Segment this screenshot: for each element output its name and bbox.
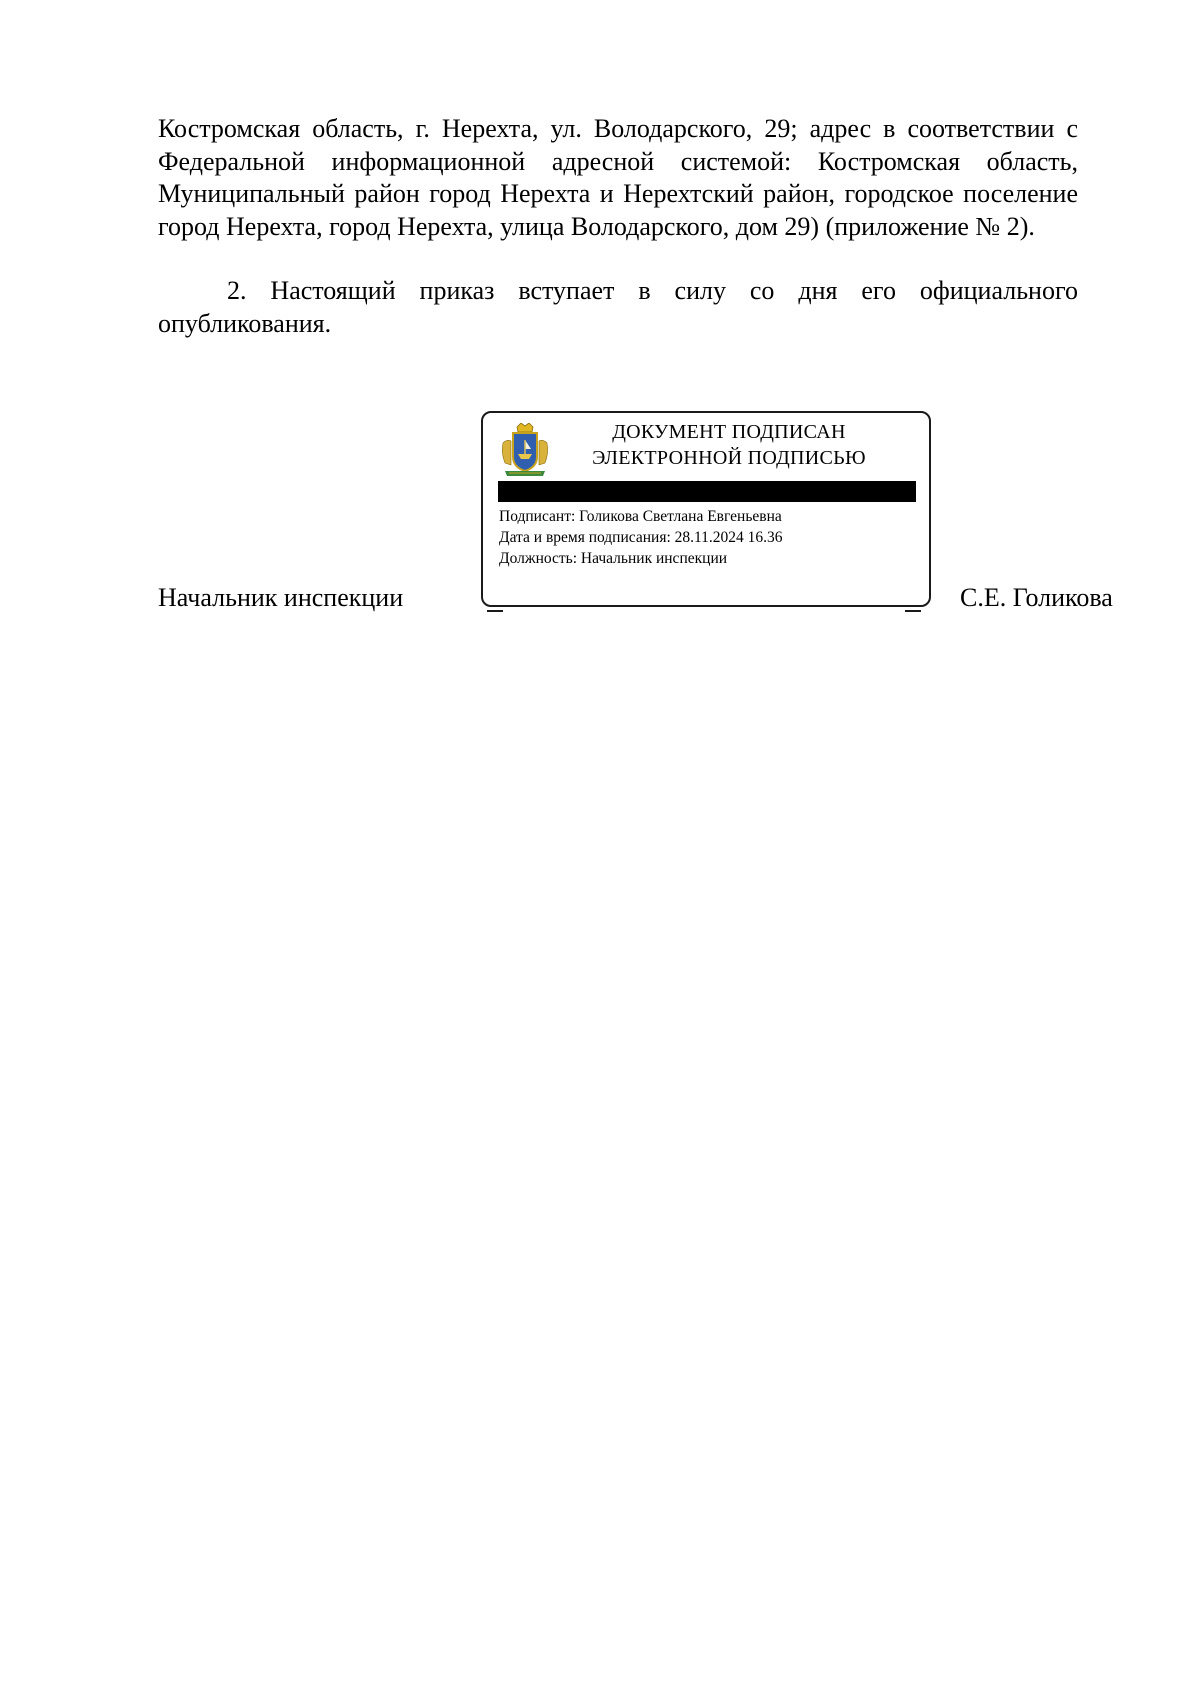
stamp-title-line-1: ДОКУМЕНТ ПОДПИСАН bbox=[612, 421, 846, 443]
stamp-title-line-2: ЭЛЕКТРОННОЙ ПОДПИСЬЮ bbox=[592, 447, 866, 469]
stamp-role bbox=[499, 549, 727, 569]
stamp-signer-value: Голикова Светлана Евгеньевна bbox=[579, 508, 782, 525]
stamp-date bbox=[499, 528, 783, 548]
stamp-corner-mark-left bbox=[487, 610, 503, 612]
stamp-date-value: 28.11.2024 16.36 bbox=[674, 529, 783, 546]
signatory-name: С.Е. Голикова bbox=[960, 583, 1113, 612]
coat-of-arms-icon bbox=[499, 423, 551, 479]
stamp-signer bbox=[499, 507, 782, 527]
signatory-position: Начальник инспекции bbox=[158, 583, 404, 612]
stamp-role-value: Начальник инспекции bbox=[580, 550, 728, 567]
stamp-corner-mark-right bbox=[905, 610, 921, 612]
body-paragraph-effective: 2. Настоящий приказ вступает в силу со дня его официального опубликования. bbox=[158, 276, 1078, 338]
electronic-signature-stamp bbox=[481, 411, 931, 607]
body-paragraph-address: Костромская область, г. Нерехта, ул. Володарского, 29; адрес в соответствии с Федеральной информационной адресной системой: Костромская область, Муниципальный район город Нерехта и Нерехтский район, городское поселение город Нерехта, город Нерехта, улица Володарского, дом 29) (приложение № 2). bbox=[158, 114, 1078, 241]
certificate-redaction-bar bbox=[498, 481, 916, 502]
stamp-date-label: Дата и время подписания: bbox=[499, 529, 671, 546]
stamp-signer-label: Подписант: bbox=[499, 508, 576, 525]
stamp-role-label: Должность: bbox=[499, 550, 578, 567]
